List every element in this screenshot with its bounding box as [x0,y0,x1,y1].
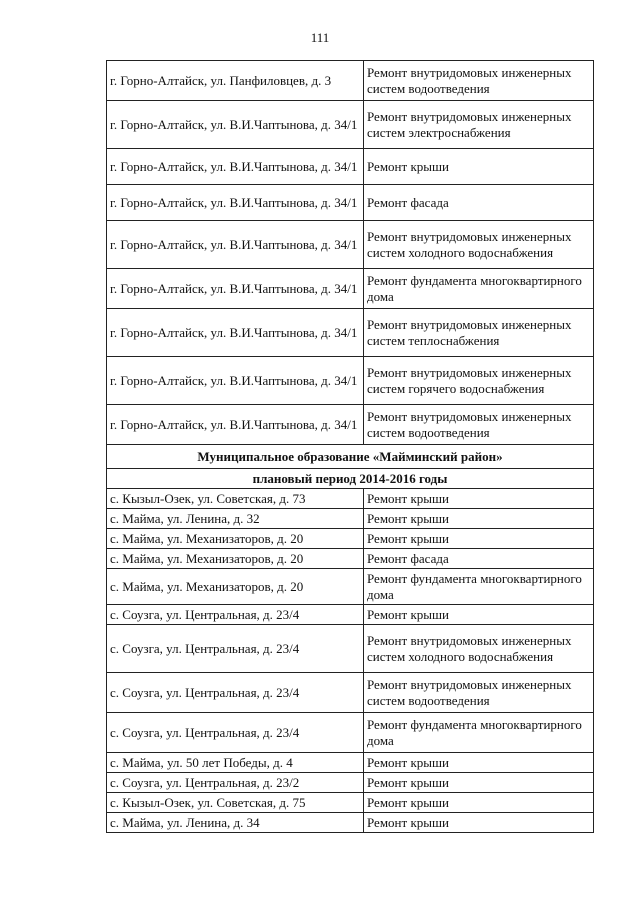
work-type-cell: Ремонт внутридомовых инженерных систем водоотведения [364,405,594,445]
address-cell: г. Горно-Алтайск, ул. В.И.Чаптынова, д. 34/1 [107,309,364,357]
address-cell: с. Соузга, ул. Центральная, д. 23/2 [107,773,364,793]
address-cell: с. Майма, ул. Механизаторов, д. 20 [107,569,364,605]
address-cell: г. Горно-Алтайск, ул. Панфиловцев, д. 3 [107,61,364,101]
address-cell: с. Соузга, ул. Центральная, д. 23/4 [107,625,364,673]
work-type-cell: Ремонт крыши [364,813,594,833]
work-type-cell: Ремонт внутридомовых инженерных систем водоотведения [364,61,594,101]
address-cell: с. Соузга, ул. Центральная, д. 23/4 [107,605,364,625]
table-row [107,357,594,405]
work-type-cell: Ремонт фасада [364,549,594,569]
address-cell: с. Кызыл-Озек, ул. Советская, д. 75 [107,793,364,813]
work-type-cell: Ремонт внутридомовых инженерных систем холодного водоснабжения [364,625,594,673]
table-row [107,101,594,149]
table-row [107,529,594,549]
table-row [107,149,594,185]
table-row [107,673,594,713]
work-type-cell: Ремонт фундамента многоквартирного дома [364,569,594,605]
work-type-cell: Ремонт крыши [364,793,594,813]
table-row [107,625,594,673]
page-number: 111 [310,30,330,45]
table-row [107,773,594,793]
table-row [107,489,594,509]
table-row [107,185,594,221]
table-row [107,269,594,309]
section-header-row [107,445,594,469]
table-row [107,509,594,529]
section-header-row [107,469,594,489]
work-type-cell: Ремонт фундамента многоквартирного дома [364,269,594,309]
section-header: плановый период 2014-2016 годы [107,469,594,489]
work-type-cell: Ремонт фундамента многоквартирного дома [364,713,594,753]
address-cell: с. Соузга, ул. Центральная, д. 23/4 [107,713,364,753]
table-row [107,713,594,753]
work-type-cell: Ремонт крыши [364,149,594,185]
table-body [107,61,594,833]
address-cell: с. Майма, ул. Механизаторов, д. 20 [107,529,364,549]
address-cell: г. Горно-Алтайск, ул. В.И.Чаптынова, д. 34/1 [107,357,364,405]
address-cell: г. Горно-Алтайск, ул. В.И.Чаптынова, д. 34/1 [107,101,364,149]
address-cell: г. Горно-Алтайск, ул. В.И.Чаптынова, д. 34/1 [107,149,364,185]
work-type-cell: Ремонт крыши [364,773,594,793]
table-row [107,405,594,445]
address-cell: г. Горно-Алтайск, ул. В.И.Чаптынова, д. 34/1 [107,269,364,309]
work-type-cell: Ремонт крыши [364,529,594,549]
work-type-cell: Ремонт крыши [364,753,594,773]
section-header: Муниципальное образование «Майминский район» [107,445,594,469]
work-type-cell: Ремонт внутридомовых инженерных систем холодного водоснабжения [364,221,594,269]
repair-schedule-table [106,60,594,833]
table-row [107,549,594,569]
table-row [107,61,594,101]
address-cell: с. Майма, ул. Механизаторов, д. 20 [107,549,364,569]
work-type-cell: Ремонт фасада [364,185,594,221]
address-cell: г. Горно-Алтайск, ул. В.И.Чаптынова, д. 34/1 [107,185,364,221]
address-cell: с. Кызыл-Озек, ул. Советская, д. 73 [107,489,364,509]
table-row [107,569,594,605]
address-cell: с. Майма, ул. Ленина, д. 32 [107,509,364,529]
table-row [107,753,594,773]
work-type-cell: Ремонт внутридомовых инженерных систем электроснабжения [364,101,594,149]
address-cell: с. Майма, ул. 50 лет Победы, д. 4 [107,753,364,773]
work-type-cell: Ремонт крыши [364,509,594,529]
table-row [107,309,594,357]
work-type-cell: Ремонт крыши [364,489,594,509]
table-row [107,221,594,269]
work-type-cell: Ремонт крыши [364,605,594,625]
work-type-cell: Ремонт внутридомовых инженерных систем водоотведения [364,673,594,713]
table-row [107,793,594,813]
table-row [107,813,594,833]
work-type-cell: Ремонт внутридомовых инженерных систем теплоснабжения [364,309,594,357]
table-row [107,605,594,625]
address-cell: г. Горно-Алтайск, ул. В.И.Чаптынова, д. 34/1 [107,221,364,269]
work-type-cell: Ремонт внутридомовых инженерных систем горячего водоснабжения [364,357,594,405]
address-cell: г. Горно-Алтайск, ул. В.И.Чаптынова, д. 34/1 [107,405,364,445]
address-cell: с. Майма, ул. Ленина, д. 34 [107,813,364,833]
address-cell: с. Соузга, ул. Центральная, д. 23/4 [107,673,364,713]
